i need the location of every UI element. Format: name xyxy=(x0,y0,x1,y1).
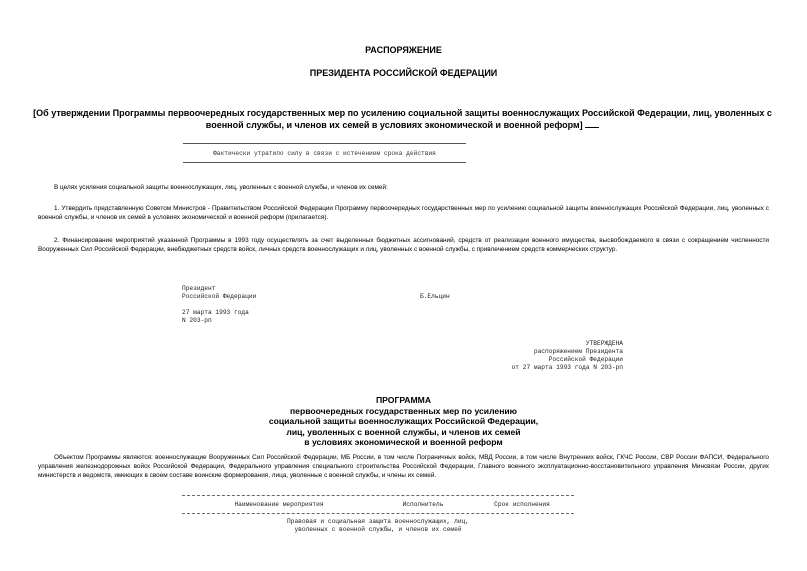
footnote-link[interactable] xyxy=(585,119,599,128)
signature-name: Б.Ельцин xyxy=(420,293,450,300)
measures-table xyxy=(182,495,574,534)
item1-text: 1. Утвердить представленную Советом Министров - Правительством Российской Федерации Программу первоочередных государственных мер по усилению социальной защиты военнослужащих Российской Федерации, лиц, уволенных с военной службы, и членов их семей в условиях экономической и военной реформ (прилагается). xyxy=(38,205,769,221)
program-line3: лиц, уволенных с военной службы, и членов их семей xyxy=(286,426,521,437)
table-header xyxy=(182,496,574,513)
program-line2: социальной защиты военнослужащих Российской Федерации, xyxy=(268,416,539,426)
program-title: ПРОГРАММА xyxy=(375,395,432,405)
status-note: Фактически утратило силу в связи с истечением срока действия xyxy=(213,150,436,157)
document-title: РАСПОРЯЖЕНИЕ xyxy=(365,45,442,55)
status-box xyxy=(183,143,466,163)
program-heading xyxy=(0,395,807,448)
document-subject-text: [Об утверждении Программы первоочередных государственных мер по усилению социальной защиты военнослужащих Российской Федерации, лиц, уволенных с военной службы, и членов их семей в условиях экономической и военной реформ] xyxy=(33,108,772,130)
program-objects-text: Объектом Программы являются: военнослужащие Вооруженных Сил Российской Федерации, МБ России, в том числе Пограничных войск, МВД России, в том числе Внутренних войск, ГКЧС России, СВР России ФАПСИ, Федерального управления железнодорожных войск Российской Федерации, Федерального управления специального строительства Российской Федерации, Главного военного эксплуатационно-восстановительного управления Минсвязи России, других министерств и ведомств, имеющих в своем составе воинские формирования, лица, уволенные с военной службы, и члены их семей. xyxy=(38,454,769,479)
intro-text: В целях усиления социальной защиты военнослужащих, лиц, уволенных с военной службы, и членов их семей: xyxy=(54,184,388,191)
program-line4: в условиях экономической и военной реформ xyxy=(304,437,503,447)
approval-stamp: УТВЕРЖДЕНА распоряжением Президента Российской Федерации от 27 марта 1993 года N 203-рп xyxy=(511,340,623,371)
signature-position: Президент Российской Федерации xyxy=(182,285,257,300)
status-bottom-rule xyxy=(183,162,466,163)
item2-text: 2. Финансирование мероприятий указанной Программы в 1993 году осуществлять за счет выделенных бюджетных ассигнований, средств от реализации военного имущества, высвобождаемого в связи с сокращением численности Вооруженных Сил Российской Федерации, внебюджетных средств войск, личных средств военнослужащих и лиц, уволенных с военной службы, с привлечением средств коммерческих структур. xyxy=(38,237,769,253)
intro-paragraph xyxy=(38,183,769,192)
column-header-deadline: Срок исполнения xyxy=(494,501,550,508)
column-header-executor: Исполнитель xyxy=(402,501,444,508)
document-issuer: ПРЕЗИДЕНТА РОССИЙСКОЙ ФЕДЕРАЦИИ xyxy=(309,68,498,78)
document-subject xyxy=(30,107,775,131)
column-header-measure: Наименование мероприятия xyxy=(234,501,324,508)
table-section-title: Правовая и социальная защита военнослужащих, лиц, уволенных с военной службы, и членов их семей xyxy=(287,518,469,533)
item1-paragraph xyxy=(38,204,769,222)
item2-paragraph xyxy=(38,236,769,254)
date-number: 27 марта 1993 года N 203-рп xyxy=(182,309,249,324)
program-line1: первоочередных государственных мер по усилению xyxy=(289,405,518,416)
program-objects-paragraph xyxy=(38,453,769,480)
